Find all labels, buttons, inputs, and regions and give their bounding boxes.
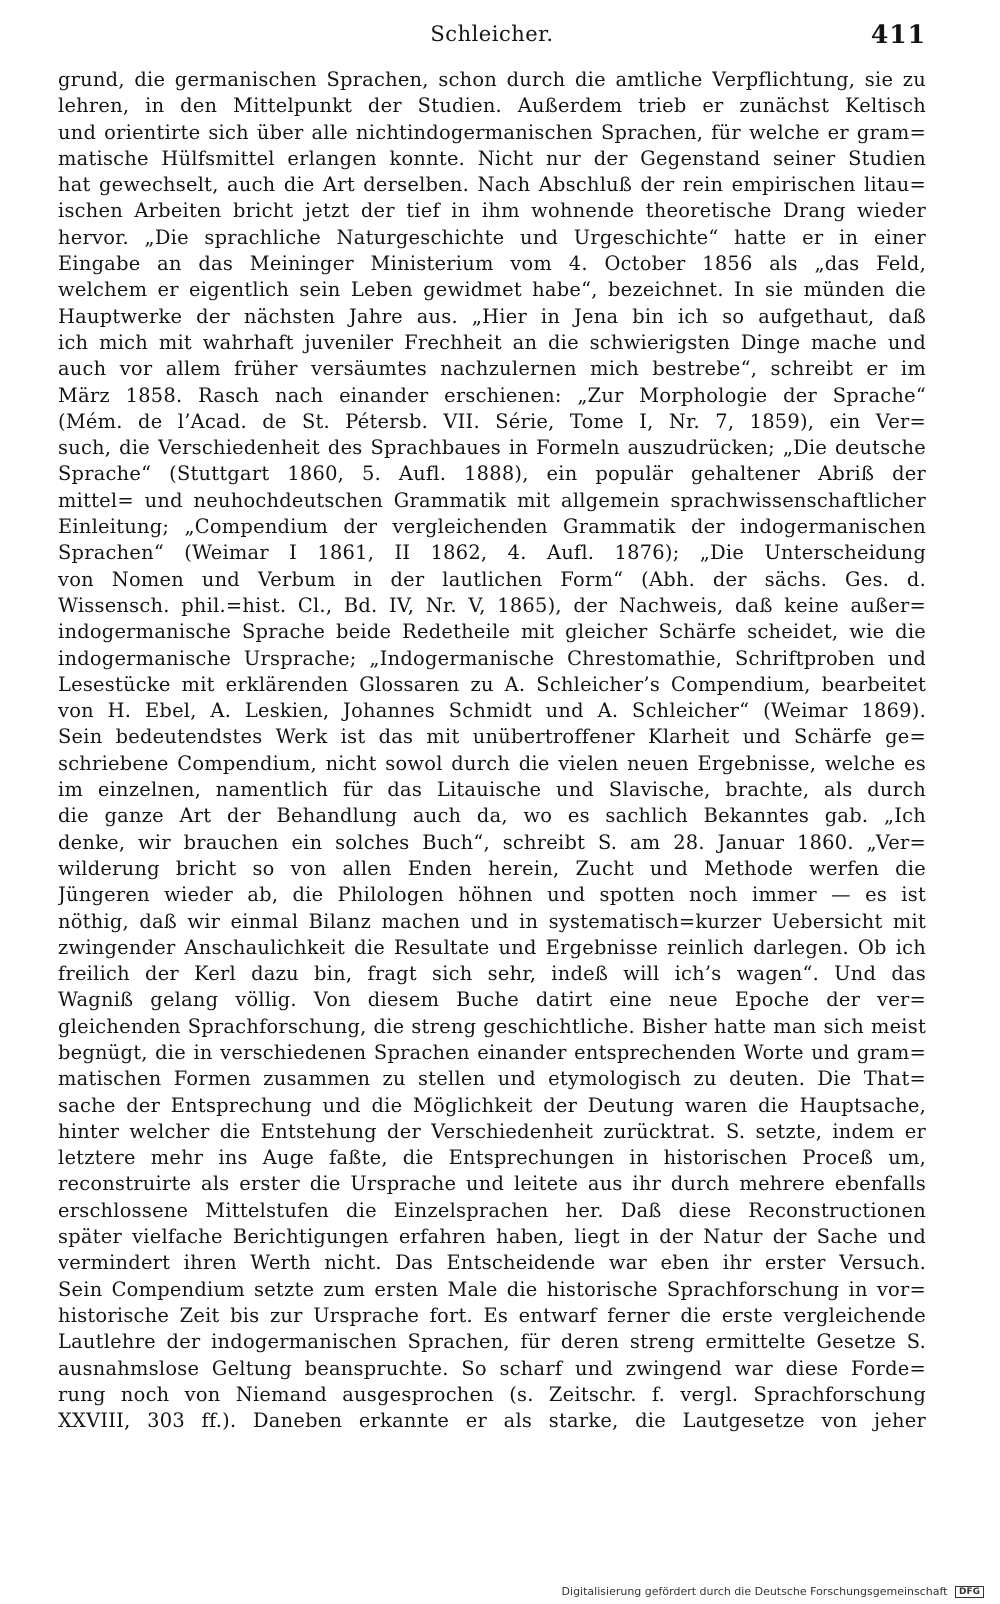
text-line: matische Hülfsmittel erlangen konnte. Nicht nur der Gegenstand seiner Studien: [58, 146, 926, 170]
body-text: [58, 67, 926, 1434]
text-line: reconstruirte als erster die Ursprache und leitete aus ihr durch mehrere ebenfalls: [58, 1172, 926, 1196]
text-line: XXVIII, 303 ff.). Daneben erkannte er als starke, die Lautgesetze von jeher: [58, 1409, 926, 1433]
text-line: Sein bedeutendstes Werk ist das mit unübertroffener Klarheit und Schärfe ge=: [58, 725, 926, 749]
text-line: schriebene Compendium, nicht sowol durch die vielen neuen Ergebnisse, welche es: [58, 751, 926, 775]
text-line: Lesestücke mit erklärenden Glossaren zu A. Schleicher’s Compendium, bearbeitet: [58, 672, 926, 696]
text-line: hat gewechselt, auch die Art derselben. Nach Abschluß der rein empirischen litau=: [58, 173, 926, 197]
text-line: Lautlehre der indogermanischen Sprachen, für deren streng ermittelte Gesetze S.: [58, 1330, 926, 1354]
text-line: Wissensch. phil.=hist. Cl., Bd. IV, Nr. V, 1865), der Nachweis, daß keine außer=: [58, 593, 926, 617]
page-header: [58, 22, 926, 56]
text-line: rung noch von Niemand ausgesprochen (s. Zeitschr. f. vergl. Sprachforschung: [58, 1382, 926, 1406]
text-line: gleichenden Sprachforschung, die streng geschichtliche. Bisher hatte man sich meist: [58, 1014, 926, 1038]
dfg-logo: DFG: [955, 1586, 984, 1598]
text-line: die ganze Art der Behandlung auch da, wo es sachlich Bekanntes gab. „Ich: [58, 804, 926, 828]
text-line: auch vor allem früher versäumtes nachzulernen mich bestrebe“, schreibt er im: [58, 357, 926, 381]
text-line: im einzelnen, namentlich für das Litauische und Slavische, brachte, als durch: [58, 778, 926, 802]
text-line: von H. Ebel, A. Leskien, Johannes Schmidt und A. Schleicher“ (Weimar 1869).: [58, 699, 926, 723]
text-line: historische Zeit bis zur Ursprache fort. Es entwarf ferner die erste vergleichende: [58, 1303, 926, 1327]
text-line: März 1858. Rasch nach einander erschienen: „Zur Morphologie der Sprache“: [58, 383, 926, 407]
text-line: ich mich mit wahrhaft juveniler Frechheit an die schwierigsten Dinge mache und: [58, 330, 926, 354]
text-line: und orientirte sich über alle nichtindogermanischen Sprachen, für welche er gram=: [58, 120, 926, 144]
text-line: Jüngeren wieder ab, die Philologen höhnen und spotten noch immer — es ist: [58, 883, 926, 907]
text-line: matischen Formen zusammen zu stellen und etymologisch zu deuten. Die That=: [58, 1067, 926, 1091]
text-line: später vielfache Berichtigungen erfahren haben, liegt in der Natur der Sache und: [58, 1225, 926, 1249]
text-line: freilich der Kerl dazu bin, fragt sich sehr, indeß will ich’s wagen“. Und das: [58, 962, 926, 986]
text-line: Hauptwerke der nächsten Jahre aus. „Hier in Jena bin ich so aufgethaut, daß: [58, 304, 926, 328]
text-line: hervor. „Die sprachliche Naturgeschichte und Urgeschichte“ hatte er in einer: [58, 225, 926, 249]
text-line: ischen Arbeiten bricht jetzt der tief in ihm wohnende theoretische Drang wieder: [58, 199, 926, 223]
text-line: erschlossene Mittelstufen die Einzelsprachen her. Daß diese Reconstructionen: [58, 1198, 926, 1222]
text-line: nöthig, daß wir einmal Bilanz machen und in systematisch=kurzer Uebersicht mit: [58, 909, 926, 933]
digitization-credit: [562, 1585, 984, 1598]
running-head: Schleicher.: [430, 22, 554, 46]
text-line: sache der Entsprechung und die Möglichkeit der Deutung waren die Hauptsache,: [58, 1093, 926, 1117]
text-line: indogermanische Ursprache; „Indogermanische Chrestomathie, Schriftproben und: [58, 646, 926, 670]
text-line: (Mém. de l’Acad. de St. Pétersb. VII. Série, Tome I, Nr. 7, 1859), ein Ver=: [58, 409, 926, 433]
text-line: welchem er eigentlich sein Leben gewidmet habe“, bezeichnet. In sie münden die: [58, 278, 926, 302]
text-line: Sprachen“ (Weimar I 1861, II 1862, 4. Aufl. 1876); „Die Unterscheidung: [58, 541, 926, 565]
text-line: wilderung bricht so von allen Enden herein, Zucht und Methode werfen die: [58, 856, 926, 880]
text-line: letztere mehr ins Auge faßte, die Entsprechungen in historischen Proceß um,: [58, 1146, 926, 1170]
text-line: begnügt, die in verschiedenen Sprachen einander entsprechenden Worte und gram=: [58, 1040, 926, 1064]
text-line: mittel= und neuhochdeutschen Grammatik mit allgemein sprachwissenschaftlicher: [58, 488, 926, 512]
text-line: Wagniß gelang völlig. Von diesem Buche datirt eine neue Epoche der ver=: [58, 988, 926, 1012]
text-line: Eingabe an das Meininger Ministerium vom 4. October 1856 als „das Feld,: [58, 252, 926, 276]
text-line: such, die Verschiedenheit des Sprachbaues in Formeln auszudrücken; „Die deutsche: [58, 436, 926, 460]
text-line: Sein Compendium setzte zum ersten Male die historische Sprachforschung in vor=: [58, 1277, 926, 1301]
text-line: denke, wir brauchen ein solches Buch“, schreibt S. am 28. Januar 1860. „Ver=: [58, 830, 926, 854]
text-line: hinter welcher die Entstehung der Verschiedenheit zurücktrat. S. setzte, indem er: [58, 1119, 926, 1143]
credit-text: Digitalisierung gefördert durch die Deutsche Forschungsgemeinschaft: [561, 1585, 948, 1598]
text-line: indogermanische Sprache beide Redetheile mit gleicher Schärfe scheidet, wie die: [58, 620, 926, 644]
text-line: Einleitung; „Compendium der vergleichenden Grammatik der indogermanischen: [58, 515, 926, 539]
text-line: vermindert ihren Werth nicht. Das Entscheidende war eben ihr erster Versuch.: [58, 1251, 926, 1275]
text-line: zwingender Anschaulichkeit die Resultate und Ergebnisse reinlich darlegen. Ob ich: [58, 935, 926, 959]
text-line: ausnahmslose Geltung beanspruchte. So scharf und zwingend war diese Forde=: [58, 1356, 926, 1380]
page-number: 411: [870, 20, 926, 49]
text-line: lehren, in den Mittelpunkt der Studien. Außerdem trieb er zunächst Keltisch: [58, 94, 926, 118]
text-line: von Nomen und Verbum in der lautlichen Form“ (Abh. der sächs. Ges. d.: [58, 567, 926, 591]
text-line: Sprache“ (Stuttgart 1860, 5. Aufl. 1888), ein populär gehaltener Abriß der: [58, 462, 926, 486]
text-line: grund, die germanischen Sprachen, schon durch die amtliche Verpflichtung, sie zu: [58, 68, 926, 91]
